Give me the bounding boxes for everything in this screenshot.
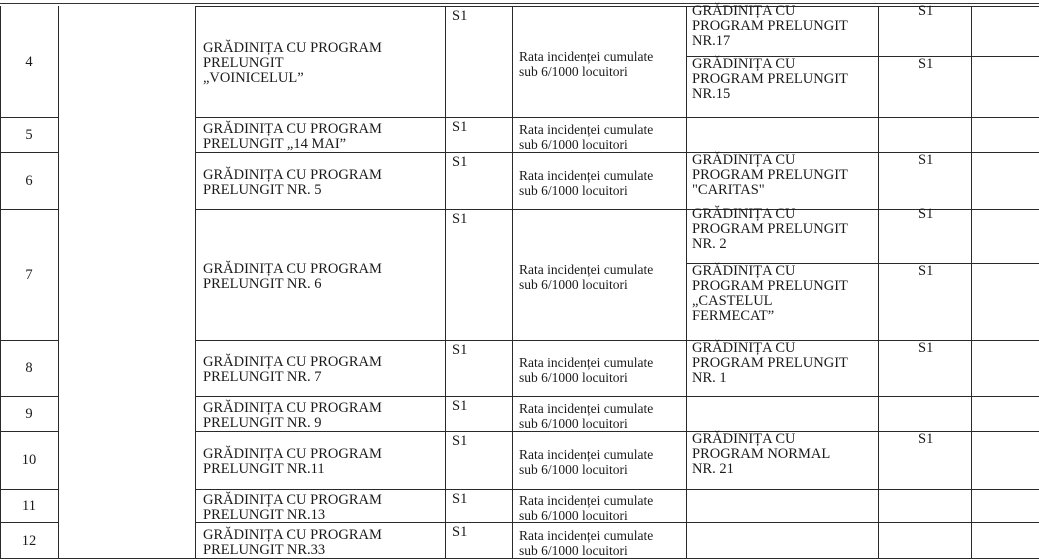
row-number: 10 [21, 452, 37, 468]
scenario-code: S1 [452, 154, 468, 170]
related-scenario-code: S1 [918, 206, 934, 222]
column-divider [971, 6, 972, 559]
row-divider [195, 340, 1039, 341]
incidence-rate: Rata incidenței cumulate sub 6/1000 locuitori [519, 400, 654, 431]
scenario-code: S1 [452, 342, 468, 358]
column-divider [512, 6, 513, 559]
incidence-rate: Rata incidenței cumulate sub 6/1000 locuitori [519, 527, 654, 558]
row-divider [0, 117, 58, 118]
incidence-rate: Rata incidenței cumulate sub 6/1000 locuitori [519, 167, 654, 198]
row-divider [0, 489, 58, 490]
row-divider [195, 152, 1039, 153]
related-unit-name: GRĂDINIȚA CU PROGRAM PRELUNGIT NR. 2 [692, 206, 848, 252]
unit-name: GRĂDINIȚA CU PROGRAM PRELUNGIT NR.11 [203, 446, 382, 477]
row-number: 9 [25, 405, 33, 422]
column-divider [686, 6, 687, 559]
incidence-rate: Rata incidenței cumulate sub 6/1000 locuitori [519, 492, 654, 523]
column-divider [58, 6, 59, 559]
related-unit-name: GRĂDINIȚA CU PROGRAM PRELUNGIT „CASTELUL FERMECAT” [692, 263, 848, 324]
unit-name: GRĂDINIȚA CU PROGRAM PRELUNGIT NR. 6 [203, 260, 382, 292]
related-scenario-code: S1 [918, 263, 934, 279]
row-divider [0, 152, 58, 153]
row-divider [0, 431, 58, 432]
related-unit-name: GRĂDINIȚA CU PROGRAM PRELUNGIT "CARITAS" [692, 152, 848, 198]
scenario-code: S1 [452, 8, 468, 24]
row-number: 8 [25, 360, 33, 376]
column-divider [445, 6, 446, 559]
row-divider [0, 522, 58, 523]
column-divider [195, 6, 196, 559]
scenario-code: S1 [452, 433, 468, 449]
related-scenario-code: S1 [918, 431, 934, 447]
scenario-code: S1 [452, 524, 468, 540]
column-divider [878, 6, 879, 559]
row-number: 7 [25, 266, 33, 283]
incidence-rate: Rata incidenței cumulate sub 6/1000 locuitori [519, 355, 654, 385]
scenario-code: S1 [452, 119, 468, 135]
unit-name: GRĂDINIȚA CU PROGRAM PRELUNGIT NR. 5 [203, 166, 382, 198]
unit-name: GRĂDINIȚA CU PROGRAM PRELUNGIT „14 MAI” [203, 120, 382, 152]
top-border-line [0, 3, 1039, 4]
row-divider [195, 209, 1039, 210]
row-divider [0, 340, 58, 341]
row-number: 12 [21, 532, 37, 549]
unit-name: GRĂDINIȚA CU PROGRAM PRELUNGIT NR.13 [203, 491, 382, 523]
row-number: 6 [25, 172, 33, 189]
row-number: 4 [25, 53, 33, 70]
related-unit-name: GRĂDINIȚA CU PROGRAM PRELUNGIT NR.15 [692, 56, 848, 102]
related-unit-name: GRĂDINIȚA CU PROGRAM PRELUNGIT NR. 1 [692, 340, 848, 386]
scenario-code: S1 [452, 491, 468, 507]
related-unit-name: GRĂDINIȚA CU PROGRAM NORMAL NR. 21 [692, 431, 831, 477]
related-scenario-code: S1 [918, 152, 934, 168]
incidence-rate: Rata incidenței cumulate sub 6/1000 locuitori [519, 48, 654, 79]
row-divider [195, 6, 1039, 7]
row-number: 5 [25, 126, 33, 143]
column-divider [0, 6, 1, 559]
unit-name: GRĂDINIȚA CU PROGRAM PRELUNGIT NR. 7 [203, 354, 382, 385]
related-unit-name: GRĂDINIȚA CU PROGRAM PRELUNGIT NR.17 [692, 3, 848, 49]
row-divider [195, 396, 1039, 397]
incidence-rate: Rata incidenței cumulate sub 6/1000 locuitori [519, 447, 654, 477]
row-divider [195, 489, 1039, 490]
row-divider [0, 396, 58, 397]
row-number: 11 [22, 497, 36, 514]
related-scenario-code: S1 [918, 56, 934, 72]
row-divider [0, 209, 58, 210]
incidence-rate: Rata incidenței cumulate sub 6/1000 locuitori [519, 121, 654, 152]
related-scenario-code: S1 [918, 340, 934, 356]
related-scenario-code: S1 [918, 3, 934, 19]
scenario-code: S1 [452, 211, 468, 227]
unit-name: GRĂDINIȚA CU PROGRAM PRELUNGIT „VOINICELUL” [203, 40, 382, 86]
unit-name: GRĂDINIȚA CU PROGRAM PRELUNGIT NR.33 [203, 526, 382, 558]
row-divider [195, 117, 1039, 118]
scenario-code: S1 [452, 398, 468, 414]
unit-name: GRĂDINIȚA CU PROGRAM PRELUNGIT NR. 9 [203, 399, 382, 431]
row-divider [195, 431, 1039, 432]
incidence-rate: Rata incidenței cumulate sub 6/1000 locuitori [519, 261, 654, 292]
